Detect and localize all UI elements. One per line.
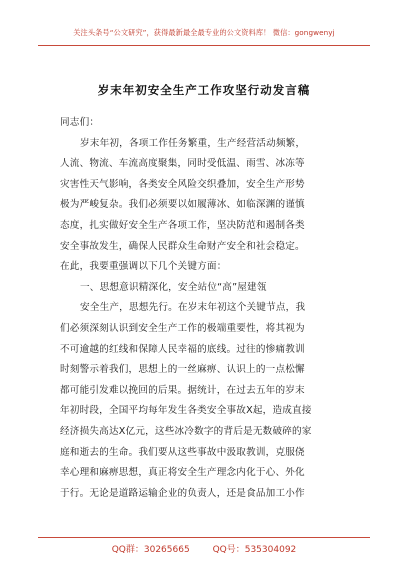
section-heading: 一、思想意识精深化，安全站位“高”屋建瓴 <box>80 281 267 293</box>
paragraph-line: 们必须深刻认识到安全生产工作的极端重要性，将其视为 <box>60 322 305 334</box>
paragraph-line: 于行。无论是道路运输企业的负责人，还是食品加工小作 <box>60 487 305 499</box>
paragraph-line: 时刻警示着我们，思想上的一丝麻痹、认识上的一点松懈 <box>60 364 305 376</box>
document-title: 岁末年初安全生产工作攻坚行动发言稿 <box>97 83 311 97</box>
header-divider <box>38 45 370 46</box>
paragraph-line: 庭和逝去的生命。我们要从这些事故中汲取教训，克服侥 <box>60 446 305 458</box>
paragraph-line: 安全生产，思想先行。在岁末年初这个关键节点，我 <box>80 302 306 314</box>
paragraph-line: 灾害性天气影响，各类安全风险交织叠加，安全生产形势 <box>60 178 305 190</box>
paragraph-line: 岁末年初，各项工作任务繁重，生产经营活动频繁， <box>80 137 306 149</box>
footer-divider <box>38 537 370 538</box>
footer-contact: QQ群：30265665 QQ号：535304092 <box>111 545 297 555</box>
paragraph-line: 不可逾越的红线和保障人民幸福的底线。过往的惨痛教训 <box>60 343 305 355</box>
paragraph-line: 人流、物流、车流高度聚集，同时受低温、雨雪、冰冻等 <box>60 158 305 170</box>
paragraph-line: 在此，我要重强调以下几个关键方面： <box>60 261 227 273</box>
paragraph-line: 幸心理和麻痹思想，真正将安全生产理念内化于心、外化 <box>60 467 305 479</box>
greeting: 同志们： <box>60 117 100 128</box>
paragraph-line: 态度，扎实做好安全生产各项工作，坚决防范和遏制各类 <box>60 219 305 231</box>
paragraph-line: 安全事故发生，确保人民群众生命财产安全和社会稳定。 <box>60 240 305 252</box>
paragraph-line: 年初时段，全国平均每年发生各类安全事故X起，造成直接 <box>60 405 312 417</box>
header-banner: 关注头条号“公文研究”，获得最新最全最专业的公文资料库！ 微信：gongwenyj <box>73 28 335 37</box>
paragraph-line: 都可能引发难以挽回的后果。据统计，在过去五年的岁末 <box>60 384 305 396</box>
paragraph-line: 经济损失高达X亿元，这些冰冷数字的背后是无数破碎的家 <box>60 425 312 437</box>
paragraph-line: 极为严峻复杂。我们必须要以如履薄冰、如临深渊的谨慎 <box>60 199 305 211</box>
document-body <box>60 113 360 504</box>
